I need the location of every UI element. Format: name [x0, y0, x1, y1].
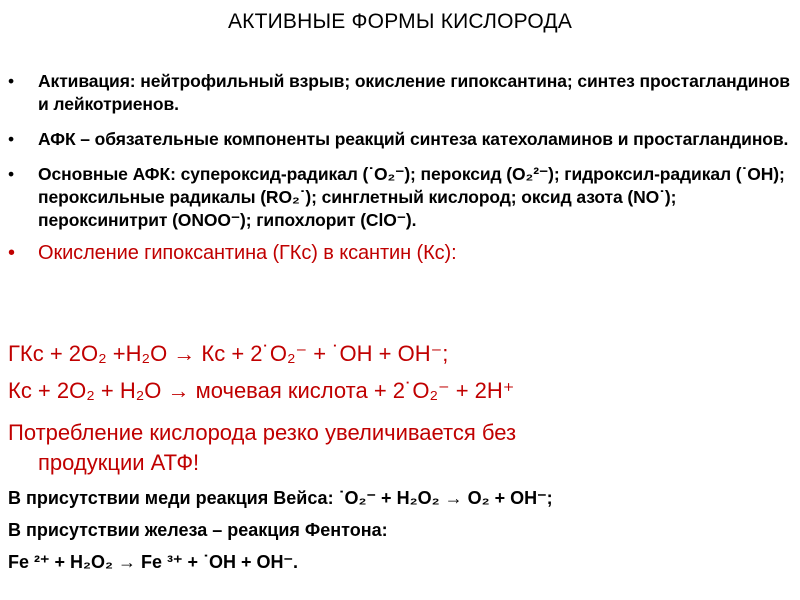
- slide-title: АКТИВНЫЕ ФОРМЫ КИСЛОРОДА: [227, 10, 573, 33]
- fenton-reaction-intro: В присутствии железа – реакция Фентона:: [8, 520, 388, 540]
- oxygen-consumption-line2: продукции АТФ!: [38, 450, 200, 475]
- oxygen-consumption-line1: Потребление кислорода резко увеличивается без: [8, 420, 517, 445]
- bullet-marker: •: [8, 71, 15, 91]
- bullet-marker: •: [8, 164, 15, 184]
- equation-xanthine: Кс + 2O₂ + H₂O → мочевая кислота + 2˙O₂⁻ + 2H⁺: [8, 378, 515, 403]
- oxygen-consumption-note: [8, 418, 516, 478]
- fenton-reaction-equation: Fe ²⁺ + H₂O₂ → Fe ³⁺ + ˙OH + OH⁻.: [8, 552, 299, 572]
- bullet-activation-text: Активация: нейтрофильный взрыв; окисление гипоксантина; синтез простагландинов и лейкотриенов.: [38, 71, 790, 114]
- bullet-afk-components: [0, 128, 790, 151]
- bullet-main-afk-text: Основные АФК: супероксид-радикал (˙O₂⁻); пероксид (O₂²⁻); гидроксил-радикал (˙OH); пероксильные радикалы (RO₂˙); синглетный кислород; оксид азота (NO˙); пероксинитрит (ONOO⁻); гипохлорит (ClO⁻).: [38, 164, 785, 230]
- bullet-marker: •: [8, 242, 15, 264]
- bullet-activation: [0, 70, 790, 116]
- bullet-hypoxanthine-oxidation: [0, 240, 790, 266]
- weiss-reaction: В присутствии меди реакция Вейса: ˙O₂⁻ + H₂O₂ → O₂ + OH⁻;: [8, 488, 553, 508]
- bullet-hypoxanthine-oxidation-text: Окисление гипоксантина (ГКс) в ксантин (Кс):: [38, 242, 457, 264]
- bullet-marker: •: [8, 129, 15, 149]
- equation-hypoxanthine: ГКс + 2O₂ +H₂O → Кс + 2˙O₂⁻ + ˙OH + OH⁻;: [8, 341, 449, 366]
- bullet-list: [0, 70, 790, 278]
- bullet-main-afk: [0, 163, 790, 232]
- bullet-afk-components-text: АФК – обязательные компоненты реакций синтеза катехоламинов и простагландинов.: [38, 129, 789, 149]
